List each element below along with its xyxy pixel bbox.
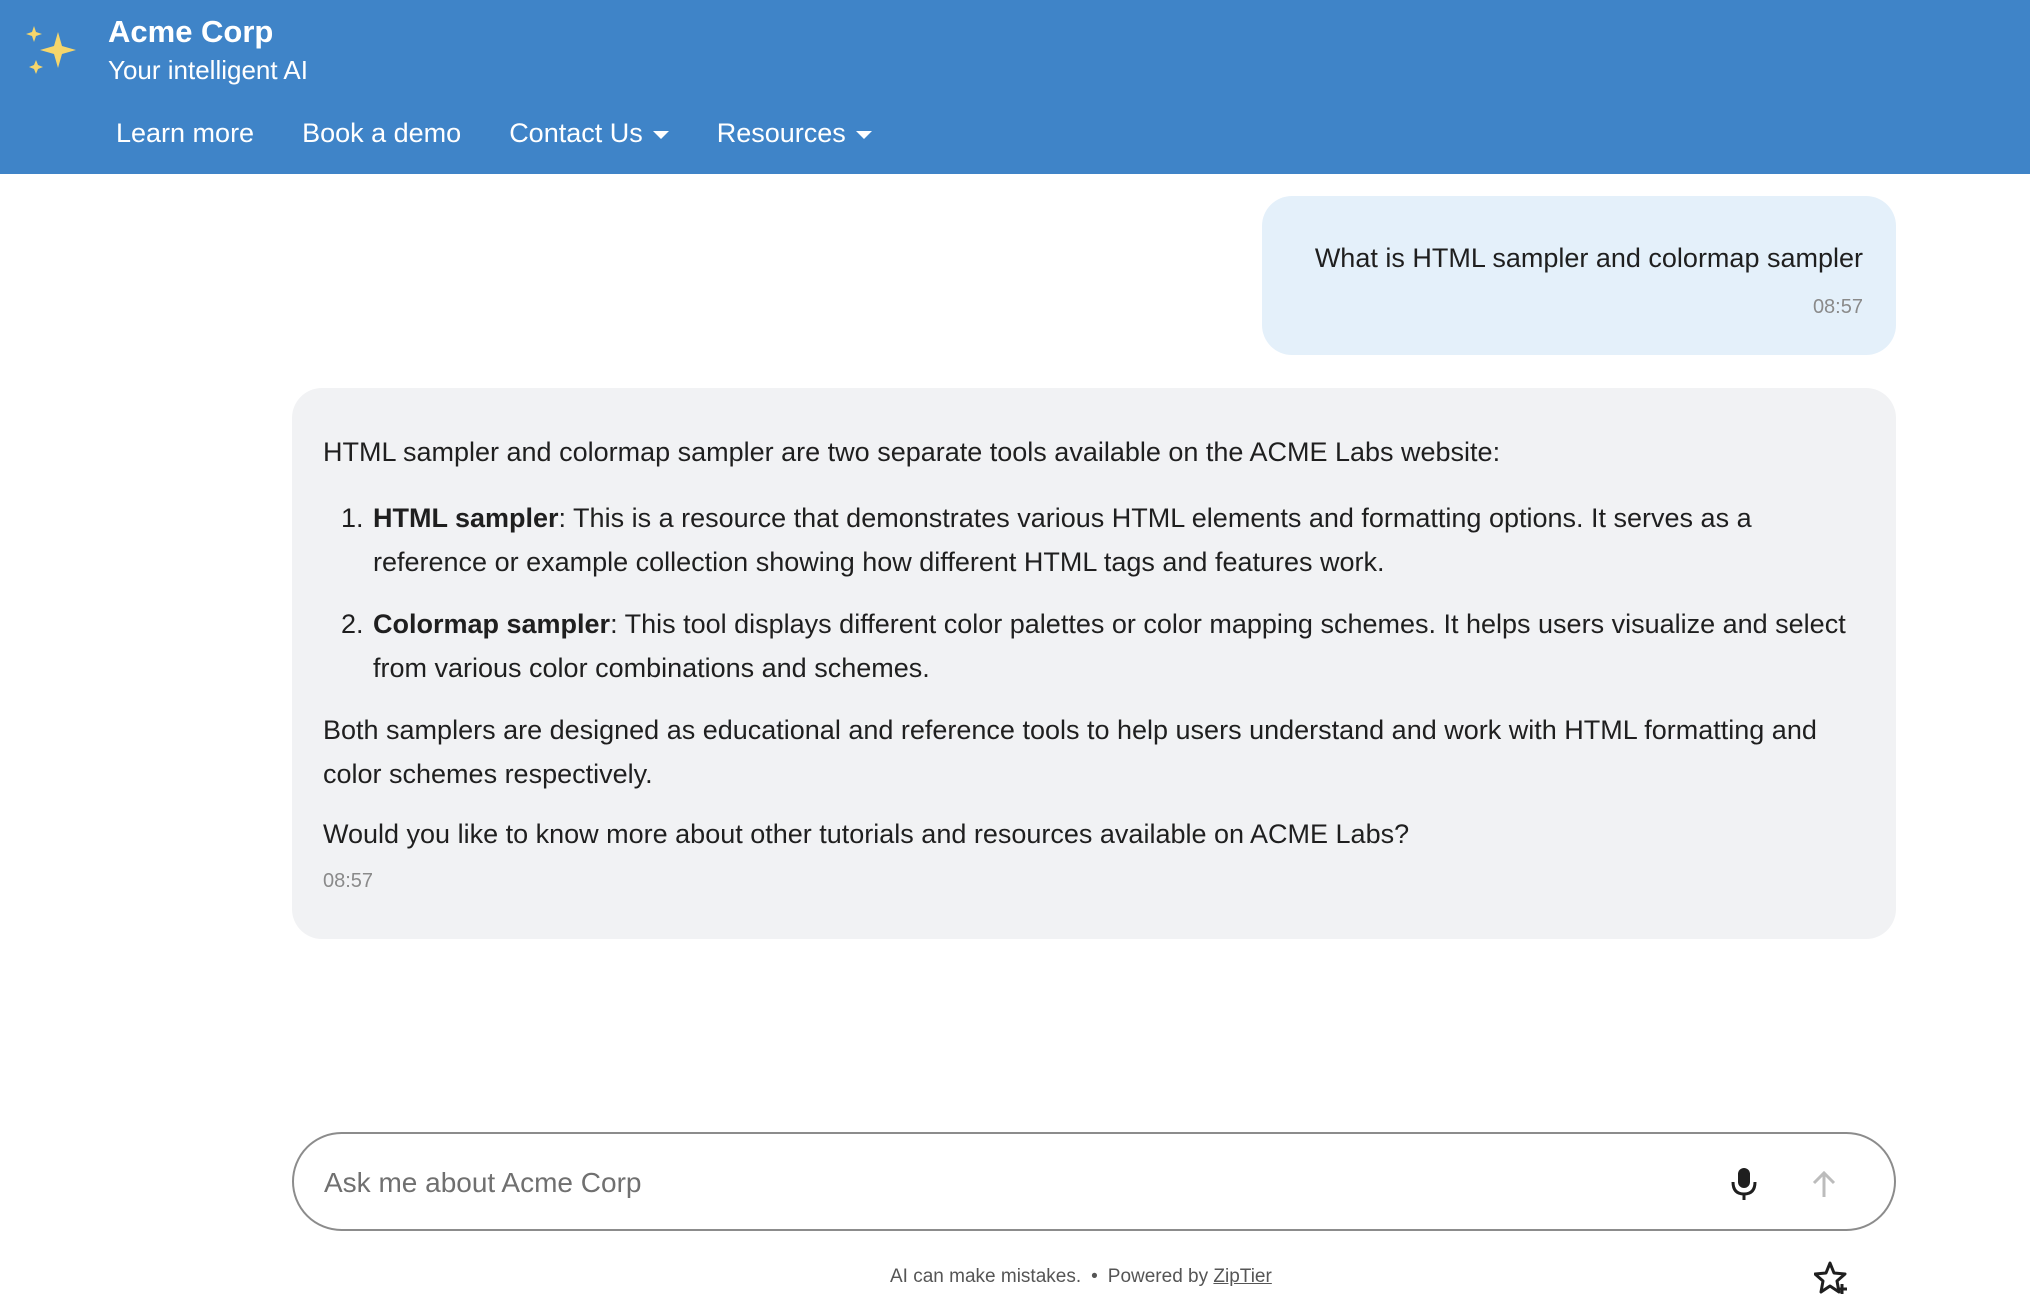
nav-resources-label: Resources: [716, 118, 846, 148]
chat-input-box: [292, 1132, 1896, 1231]
arrow-up-icon: [1810, 1169, 1838, 1199]
microphone-button[interactable]: [1724, 1162, 1764, 1206]
footer-separator: •: [1091, 1266, 1098, 1287]
caret-down-icon: [653, 131, 669, 139]
bot-message: [292, 388, 1896, 939]
footer-text: [890, 1266, 1272, 1288]
nav-contact-us-label: Contact Us: [509, 118, 643, 148]
sparkles-icon: [22, 22, 82, 82]
nav-book-demo[interactable]: [302, 113, 461, 153]
list-item-desc: : This is a resource that demonstrates various HTML elements and formatting options. It serves as a reference or example collection showing how different HTML tags and features work.: [373, 503, 1752, 577]
user-message-text: What is HTML sampler and colormap sampler: [1314, 243, 1863, 273]
bot-message-intro: HTML sampler and colormap sampler are two separate tools available on the ACME Labs website:: [323, 437, 1501, 467]
nav-book-demo-label: Book a demo: [302, 118, 462, 148]
bot-message-list: [371, 496, 1864, 690]
bot-message-paragraph: Both samplers are designed as educational and reference tools to help users understand and work with HTML formatting and color schemes respectively.: [323, 715, 1817, 789]
list-item-term: Colormap sampler: [373, 609, 611, 639]
footer: [0, 1264, 2030, 1294]
bot-message-question: Would you like to know more about other tutorials and resources available on ACME Labs?: [323, 819, 1410, 849]
user-message-time: 08:57: [1812, 296, 1863, 318]
user-message: [1262, 196, 1896, 355]
nav-contact-us-dropdown[interactable]: [509, 113, 669, 153]
list-item-term: HTML sampler: [373, 503, 559, 533]
send-button[interactable]: [1802, 1162, 1846, 1206]
brand-subtitle: Your intelligent AI: [108, 55, 308, 85]
nav-resources-dropdown[interactable]: [717, 113, 872, 153]
caret-down-icon: [856, 131, 872, 139]
brand-title: Acme Corp: [108, 14, 274, 49]
ai-disclaimer: AI can make mistakes.: [890, 1266, 1082, 1287]
list-item: [371, 602, 1864, 690]
star-add-icon[interactable]: [1814, 1260, 1850, 1296]
header: [0, 0, 2030, 174]
list-item-desc: : This tool displays different color palettes or color mapping schemes. It helps users visualize and select from various color combinations and schemes.: [373, 609, 1846, 683]
nav-learn-more[interactable]: [116, 113, 254, 153]
list-item: [371, 496, 1864, 584]
ziptier-link[interactable]: ZipTier: [1213, 1266, 1272, 1287]
powered-by-label: Powered by: [1107, 1266, 1209, 1287]
main-nav: [116, 113, 920, 153]
bot-message-time: 08:57: [323, 870, 374, 892]
microphone-icon: [1730, 1166, 1758, 1202]
chat-input[interactable]: [324, 1158, 1704, 1208]
nav-learn-more-label: Learn more: [116, 118, 255, 148]
